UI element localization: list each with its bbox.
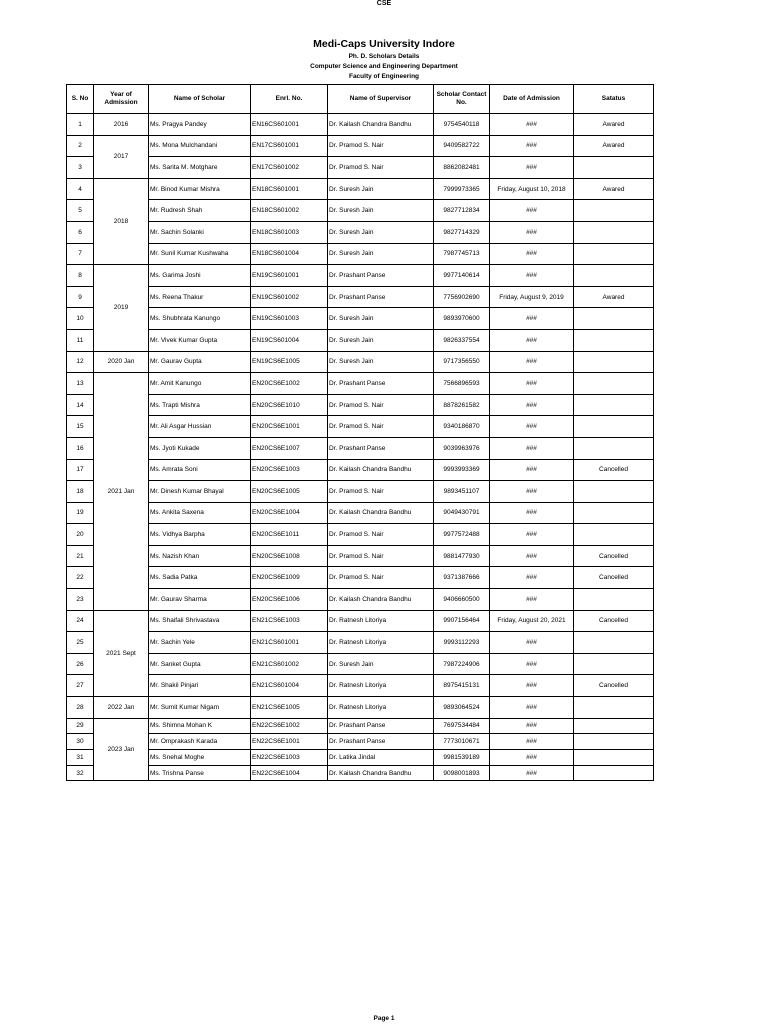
cell-status: Awared [574, 135, 654, 157]
table-row [67, 750, 654, 766]
cell-supervisor-name: Dr. Kailash Chandra Bandhu [328, 459, 434, 481]
cell-sno: 4 [67, 178, 94, 200]
table-header-row [67, 85, 654, 114]
cell-contact-no: 9340186870 [434, 416, 490, 438]
cell-enrollment-no: EN19CS601002 [251, 286, 328, 308]
cell-scholar-name: Ms. Ankita Saxena [149, 502, 251, 524]
cell-contact-no: 7987224906 [434, 653, 490, 675]
cell-status [574, 265, 654, 287]
cell-enrollment-no: EN22CS6E1002 [251, 718, 328, 734]
cell-contact-no: 7697534484 [434, 718, 490, 734]
cell-admission-date: ### [490, 653, 574, 675]
cell-admission-date: Friday, August 9, 2019 [490, 286, 574, 308]
cell-supervisor-name: Dr. Suresh Jain [328, 351, 434, 373]
cell-enrollment-no: EN20CS6E1011 [251, 524, 328, 546]
cell-scholar-name: Ms. Shubhrata Kanungo [149, 308, 251, 330]
cell-sno: 14 [67, 394, 94, 416]
cell-scholar-name: Mr. Vivek Kumar Gupta [149, 329, 251, 351]
cell-contact-no: 7566896593 [434, 373, 490, 395]
cell-year: 2021 Jan [94, 373, 149, 611]
cell-admission-date: ### [490, 734, 574, 750]
cell-admission-date: ### [490, 502, 574, 524]
table-row [67, 265, 654, 287]
cell-supervisor-name: Dr. Suresh Jain [328, 308, 434, 330]
cell-enrollment-no: EN21CS6E1003 [251, 610, 328, 632]
cell-status: Awared [574, 178, 654, 200]
cell-sno: 2 [67, 135, 94, 157]
cell-enrollment-no: EN17CS601002 [251, 157, 328, 179]
faculty-name: Faculty of Engineering [348, 73, 420, 80]
header-sno: S. No [67, 85, 94, 114]
cell-admission-date: ### [490, 765, 574, 781]
cell-enrollment-no: EN22CS6E1001 [251, 734, 328, 750]
cell-supervisor-name: Dr. Latika Jindal [328, 750, 434, 766]
cell-supervisor-name: Dr. Ratnesh Litoriya [328, 675, 434, 697]
cell-supervisor-name: Dr. Prashant Panse [328, 734, 434, 750]
cell-contact-no: 9039963976 [434, 437, 490, 459]
cell-admission-date: ### [490, 718, 574, 734]
table-row [67, 734, 654, 750]
cell-sno: 21 [67, 545, 94, 567]
cell-enrollment-no: EN21CS6E1005 [251, 697, 328, 719]
cell-contact-no: 9977140614 [434, 265, 490, 287]
header-status: Satatus [574, 85, 654, 114]
header-enrl: Enrl. No. [251, 85, 328, 114]
cell-sno: 13 [67, 373, 94, 395]
cell-admission-date: ### [490, 545, 574, 567]
sheet-label: CSE [376, 0, 392, 7]
cell-enrollment-no: EN19CS601003 [251, 308, 328, 330]
table-row [67, 481, 654, 503]
cell-sno: 30 [67, 734, 94, 750]
cell-scholar-name: Mr. Omprakash Karada [149, 734, 251, 750]
cell-scholar-name: Ms. Trapti Mishra [149, 394, 251, 416]
cell-supervisor-name: Dr. Pramod S. Nair [328, 135, 434, 157]
cell-enrollment-no: EN20CS6E1002 [251, 373, 328, 395]
table-row [67, 221, 654, 243]
cell-scholar-name: Ms. Shimna Mohan K [149, 718, 251, 734]
cell-status [574, 200, 654, 222]
cell-supervisor-name: Dr. Kailash Chandra Bandhu [328, 589, 434, 611]
department-name: Computer Science and Engineering Department [310, 63, 458, 70]
table-row [67, 610, 654, 632]
cell-admission-date: ### [490, 394, 574, 416]
header-date: Date of Admission [490, 85, 574, 114]
cell-scholar-name: Mr. Sumit Kumar Nigam [149, 697, 251, 719]
cell-year: 2016 [94, 114, 149, 136]
cell-status [574, 437, 654, 459]
cell-admission-date: ### [490, 437, 574, 459]
table-row [67, 114, 654, 136]
cell-contact-no: 9827712834 [434, 200, 490, 222]
table-row [67, 178, 654, 200]
cell-enrollment-no: EN20CS6E1003 [251, 459, 328, 481]
cell-admission-date: ### [490, 750, 574, 766]
cell-admission-date: ### [490, 589, 574, 611]
cell-status [574, 308, 654, 330]
cell-enrollment-no: EN20CS6E1005 [251, 481, 328, 503]
cell-year: 2017 [94, 135, 149, 178]
cell-admission-date: ### [490, 243, 574, 265]
cell-scholar-name: Ms. Amrata Soni [149, 459, 251, 481]
cell-status [574, 157, 654, 179]
cell-enrollment-no: EN21CS601002 [251, 653, 328, 675]
table-row [67, 545, 654, 567]
header-contact: Scholar Contact No. [434, 85, 490, 114]
cell-admission-date: ### [490, 329, 574, 351]
cell-admission-date: ### [490, 567, 574, 589]
cell-sno: 9 [67, 286, 94, 308]
cell-scholar-name: Mr. Sachin Yele [149, 632, 251, 654]
cell-contact-no: 7999973365 [434, 178, 490, 200]
cell-enrollment-no: EN18CS601002 [251, 200, 328, 222]
cell-scholar-name: Ms. Garima Joshi [149, 265, 251, 287]
cell-status [574, 416, 654, 438]
cell-sno: 15 [67, 416, 94, 438]
cell-status [574, 502, 654, 524]
cell-contact-no: 7756902690 [434, 286, 490, 308]
cell-enrollment-no: EN19CS601001 [251, 265, 328, 287]
cell-enrollment-no: EN21CS601004 [251, 675, 328, 697]
cell-contact-no: 8975415131 [434, 675, 490, 697]
cell-supervisor-name: Dr. Pramod S. Nair [328, 524, 434, 546]
table-row [67, 200, 654, 222]
cell-sno: 10 [67, 308, 94, 330]
page-title: Medi-Caps University Indore [313, 38, 455, 50]
cell-admission-date: ### [490, 524, 574, 546]
cell-admission-date: ### [490, 373, 574, 395]
cell-status: Cancelled [574, 675, 654, 697]
cell-sno: 28 [67, 697, 94, 719]
table-row [67, 653, 654, 675]
cell-contact-no: 9371387666 [434, 567, 490, 589]
cell-enrollment-no: EN20CS6E1008 [251, 545, 328, 567]
cell-contact-no: 9893064524 [434, 697, 490, 719]
cell-enrollment-no: EN18CS601001 [251, 178, 328, 200]
header-year: Year of Admission [94, 85, 149, 114]
cell-sno: 32 [67, 765, 94, 781]
cell-scholar-name: Ms. Nazish Khan [149, 545, 251, 567]
cell-scholar-name: Mr. Gaurav Gupta [149, 351, 251, 373]
cell-status [574, 243, 654, 265]
table-row [67, 416, 654, 438]
cell-sno: 7 [67, 243, 94, 265]
cell-enrollment-no: EN20CS6E1006 [251, 589, 328, 611]
cell-sno: 6 [67, 221, 94, 243]
cell-enrollment-no: EN20CS6E1010 [251, 394, 328, 416]
cell-contact-no: 7773010671 [434, 734, 490, 750]
cell-scholar-name: Ms. Vidhya Barpha [149, 524, 251, 546]
cell-enrollment-no: EN22CS6E1004 [251, 765, 328, 781]
cell-sno: 5 [67, 200, 94, 222]
cell-contact-no: 9907156464 [434, 610, 490, 632]
cell-scholar-name: Mr. Shakil Pinjari [149, 675, 251, 697]
cell-status [574, 524, 654, 546]
cell-enrollment-no: EN21CS601001 [251, 632, 328, 654]
header-name: Name of Scholar [149, 85, 251, 114]
cell-status [574, 718, 654, 734]
cell-status [574, 697, 654, 719]
cell-year: 2023 Jan [94, 718, 149, 781]
table-row [67, 329, 654, 351]
cell-contact-no: 9754540118 [434, 114, 490, 136]
cell-contact-no: 9893451107 [434, 481, 490, 503]
cell-supervisor-name: Dr. Kailash Chandra Bandhu [328, 765, 434, 781]
cell-enrollment-no: EN19CS601004 [251, 329, 328, 351]
cell-enrollment-no: EN16CS601001 [251, 114, 328, 136]
header-supervisor: Name of Supervisor [328, 85, 434, 114]
cell-supervisor-name: Dr. Prashant Panse [328, 373, 434, 395]
cell-enrollment-no: EN20CS6E1001 [251, 416, 328, 438]
cell-contact-no: 9049430791 [434, 502, 490, 524]
cell-sno: 29 [67, 718, 94, 734]
cell-admission-date: ### [490, 632, 574, 654]
cell-sno: 26 [67, 653, 94, 675]
table-row [67, 351, 654, 373]
cell-supervisor-name: Dr. Pramod S. Nair [328, 394, 434, 416]
cell-sno: 20 [67, 524, 94, 546]
cell-contact-no: 9893970600 [434, 308, 490, 330]
cell-scholar-name: Mr. Gaurav Sharma [149, 589, 251, 611]
cell-contact-no: 9409582722 [434, 135, 490, 157]
cell-supervisor-name: Dr. Pramod S. Nair [328, 157, 434, 179]
scholars-table [66, 84, 654, 781]
table-row [67, 135, 654, 157]
cell-year: 2021 Sept [94, 610, 149, 696]
cell-supervisor-name: Dr. Suresh Jain [328, 221, 434, 243]
cell-scholar-name: Ms. Snehal Moghe [149, 750, 251, 766]
cell-contact-no: 9993993369 [434, 459, 490, 481]
cell-scholar-name: Mr. Sunil Kumar Kushwaha [149, 243, 251, 265]
table-row [67, 437, 654, 459]
cell-admission-date: ### [490, 157, 574, 179]
cell-enrollment-no: EN17CS601001 [251, 135, 328, 157]
cell-supervisor-name: Dr. Suresh Jain [328, 200, 434, 222]
cell-scholar-name: Ms. Pragya Pandey [149, 114, 251, 136]
cell-sno: 12 [67, 351, 94, 373]
cell-admission-date: ### [490, 481, 574, 503]
cell-status: Awared [574, 286, 654, 308]
page-footer: Page 1 [373, 1015, 395, 1022]
cell-status: Cancelled [574, 567, 654, 589]
table-row [67, 502, 654, 524]
cell-admission-date: ### [490, 697, 574, 719]
cell-sno: 11 [67, 329, 94, 351]
table-row [67, 632, 654, 654]
cell-status: Cancelled [574, 610, 654, 632]
cell-sno: 25 [67, 632, 94, 654]
cell-enrollment-no: EN18CS601003 [251, 221, 328, 243]
cell-scholar-name: Ms. Sarita M. Motghare [149, 157, 251, 179]
cell-status [574, 750, 654, 766]
cell-scholar-name: Ms. Reena Thakur [149, 286, 251, 308]
cell-supervisor-name: Dr. Pramod S. Nair [328, 481, 434, 503]
cell-admission-date: Friday, August 10, 2018 [490, 178, 574, 200]
table-row [67, 589, 654, 611]
cell-enrollment-no: EN20CS6E1007 [251, 437, 328, 459]
cell-scholar-name: Ms. Mona Mulchandani [149, 135, 251, 157]
cell-supervisor-name: Dr. Kailash Chandra Bandhu [328, 114, 434, 136]
cell-status [574, 632, 654, 654]
cell-status [574, 765, 654, 781]
cell-admission-date: ### [490, 416, 574, 438]
table-row [67, 567, 654, 589]
cell-sno: 8 [67, 265, 94, 287]
table-row [67, 373, 654, 395]
cell-supervisor-name: Dr. Ratnesh Litoriya [328, 632, 434, 654]
cell-admission-date: ### [490, 114, 574, 136]
cell-admission-date: Friday, August 20, 2021 [490, 610, 574, 632]
cell-contact-no: 9881477930 [434, 545, 490, 567]
cell-scholar-name: Mr. Sachin Solanki [149, 221, 251, 243]
page-subtitle: Ph. D. Scholars Details [348, 53, 420, 60]
cell-enrollment-no: EN18CS601004 [251, 243, 328, 265]
cell-admission-date: ### [490, 265, 574, 287]
cell-contact-no: 9406660500 [434, 589, 490, 611]
cell-admission-date: ### [490, 135, 574, 157]
cell-status [574, 221, 654, 243]
cell-sno: 23 [67, 589, 94, 611]
cell-contact-no: 9098001893 [434, 765, 490, 781]
cell-supervisor-name: Dr. Prashant Panse [328, 437, 434, 459]
cell-enrollment-no: EN20CS6E1009 [251, 567, 328, 589]
cell-scholar-name: Mr. Sanket Gupta [149, 653, 251, 675]
cell-supervisor-name: Dr. Pramod S. Nair [328, 567, 434, 589]
cell-contact-no: 7987745713 [434, 243, 490, 265]
cell-scholar-name: Mr. Dinesh Kumar Bhayal [149, 481, 251, 503]
cell-contact-no: 9993112293 [434, 632, 490, 654]
cell-sno: 22 [67, 567, 94, 589]
cell-admission-date: ### [490, 221, 574, 243]
cell-scholar-name: Ms. Jyoti Kukade [149, 437, 251, 459]
cell-enrollment-no: EN19CS6E1005 [251, 351, 328, 373]
cell-supervisor-name: Dr. Suresh Jain [328, 653, 434, 675]
cell-contact-no: 8878261582 [434, 394, 490, 416]
cell-supervisor-name: Dr. Pramod S. Nair [328, 545, 434, 567]
cell-admission-date: ### [490, 351, 574, 373]
cell-supervisor-name: Dr. Prashant Panse [328, 286, 434, 308]
cell-supervisor-name: Dr. Kailash Chandra Bandhu [328, 502, 434, 524]
cell-status [574, 351, 654, 373]
table-row [67, 308, 654, 330]
cell-status: Cancelled [574, 459, 654, 481]
cell-scholar-name: Mr. Amit Kanungo [149, 373, 251, 395]
cell-year: 2020 Jan [94, 351, 149, 373]
cell-sno: 3 [67, 157, 94, 179]
cell-status [574, 373, 654, 395]
cell-sno: 24 [67, 610, 94, 632]
cell-sno: 1 [67, 114, 94, 136]
cell-scholar-name: Ms. Sadia Patka [149, 567, 251, 589]
cell-contact-no: 9826337554 [434, 329, 490, 351]
cell-contact-no: 9717356550 [434, 351, 490, 373]
cell-admission-date: ### [490, 459, 574, 481]
cell-status: Cancelled [574, 545, 654, 567]
cell-status [574, 329, 654, 351]
cell-admission-date: ### [490, 308, 574, 330]
cell-contact-no: 8862082481 [434, 157, 490, 179]
cell-enrollment-no: EN20CS6E1004 [251, 502, 328, 524]
table-row [67, 697, 654, 719]
cell-contact-no: 9981539189 [434, 750, 490, 766]
cell-scholar-name: Ms. Shaifali Shrivastava [149, 610, 251, 632]
cell-year: 2022 Jan [94, 697, 149, 719]
cell-year: 2018 [94, 178, 149, 264]
cell-admission-date: ### [490, 200, 574, 222]
cell-sno: 18 [67, 481, 94, 503]
cell-supervisor-name: Dr. Prashant Panse [328, 265, 434, 287]
table-row [67, 243, 654, 265]
cell-supervisor-name: Dr. Ratnesh Litoriya [328, 610, 434, 632]
table-row [67, 394, 654, 416]
cell-supervisor-name: Dr. Prashant Panse [328, 718, 434, 734]
table-row [67, 675, 654, 697]
cell-supervisor-name: Dr. Ratnesh Litoriya [328, 697, 434, 719]
cell-contact-no: 9827714329 [434, 221, 490, 243]
cell-contact-no: 9977572488 [434, 524, 490, 546]
cell-status [574, 589, 654, 611]
cell-status [574, 394, 654, 416]
cell-status [574, 653, 654, 675]
table-row [67, 157, 654, 179]
table-row [67, 286, 654, 308]
cell-supervisor-name: Dr. Pramod S. Nair [328, 416, 434, 438]
cell-scholar-name: Mr. Ali Asgar Hussian [149, 416, 251, 438]
cell-sno: 19 [67, 502, 94, 524]
cell-status: Awared [574, 114, 654, 136]
cell-scholar-name: Mr. Binod Kumar Mishra [149, 178, 251, 200]
cell-status [574, 734, 654, 750]
cell-scholar-name: Ms. Trishna Panse [149, 765, 251, 781]
cell-admission-date: ### [490, 675, 574, 697]
cell-status [574, 481, 654, 503]
cell-year: 2019 [94, 265, 149, 351]
cell-sno: 16 [67, 437, 94, 459]
table-row [67, 524, 654, 546]
cell-sno: 31 [67, 750, 94, 766]
cell-scholar-name: Mr. Rudresh Shah [149, 200, 251, 222]
table-row [67, 718, 654, 734]
cell-enrollment-no: EN22CS6E1003 [251, 750, 328, 766]
cell-sno: 17 [67, 459, 94, 481]
table-row [67, 765, 654, 781]
cell-supervisor-name: Dr. Suresh Jain [328, 178, 434, 200]
cell-sno: 27 [67, 675, 94, 697]
table-row [67, 459, 654, 481]
cell-supervisor-name: Dr. Suresh Jain [328, 329, 434, 351]
cell-supervisor-name: Dr. Suresh Jain [328, 243, 434, 265]
